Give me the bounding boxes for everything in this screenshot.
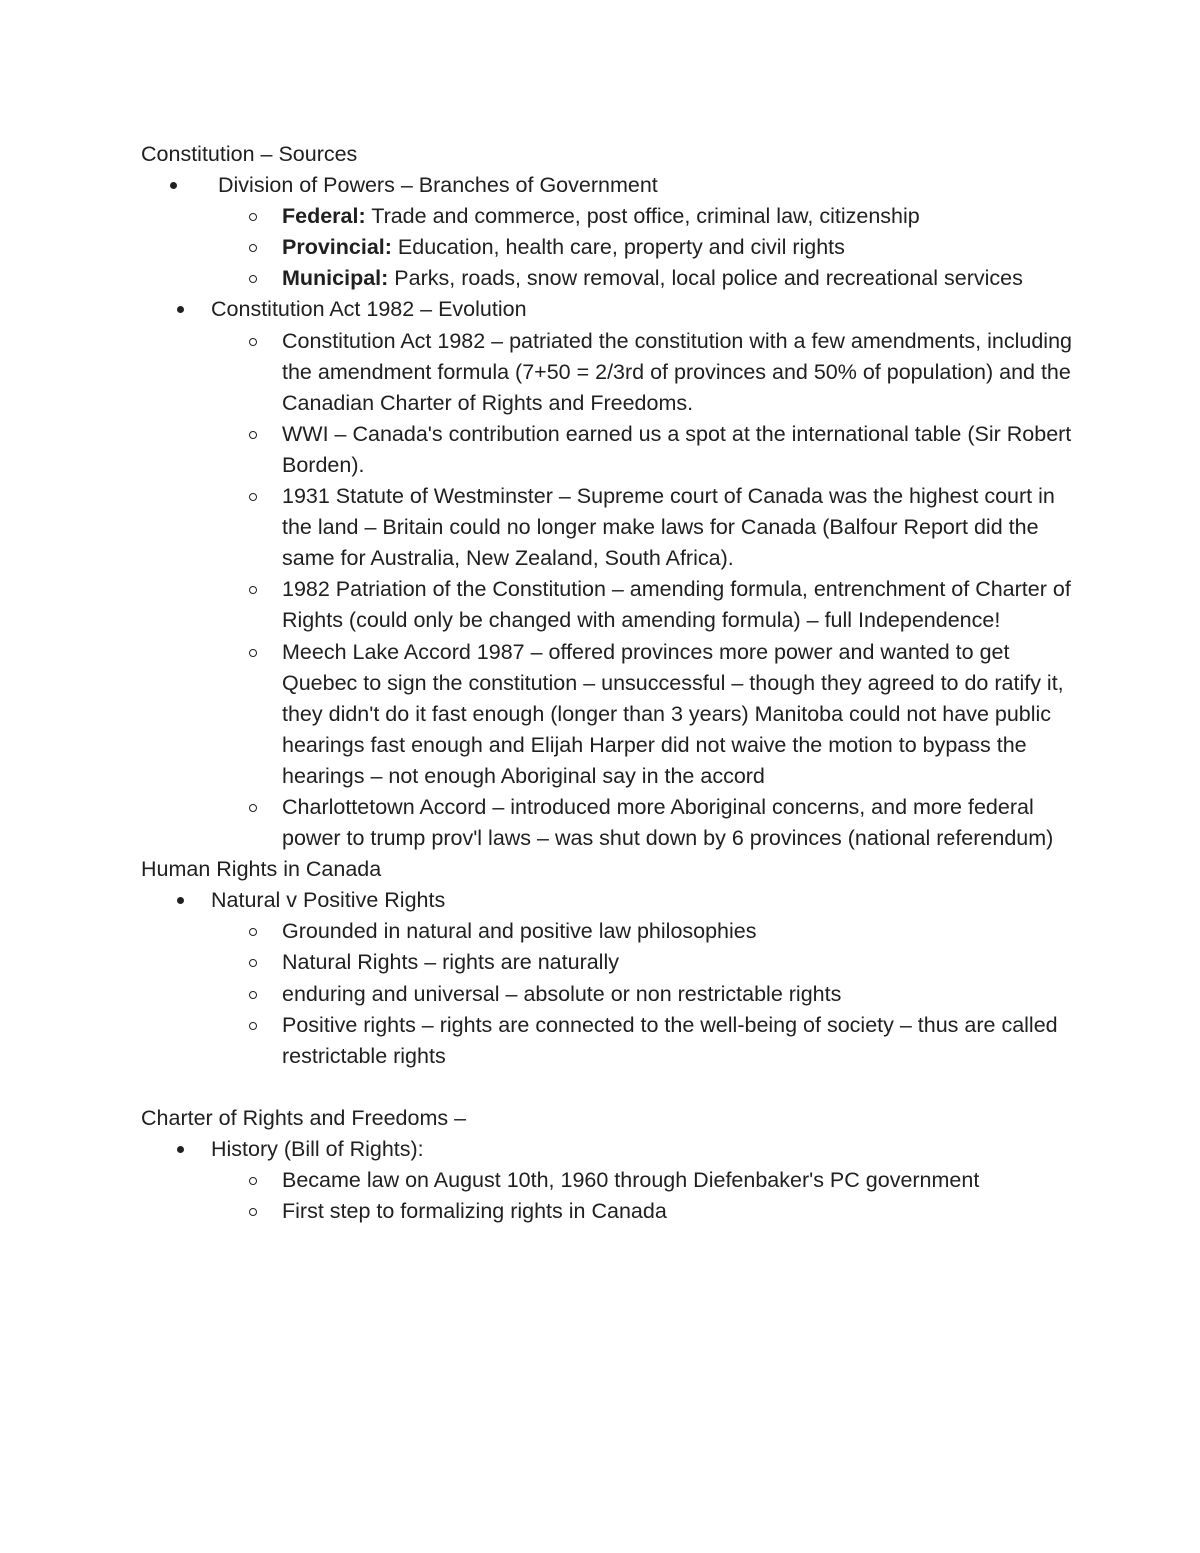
term-description: Parks, roads, snow removal, local police and recreational services	[394, 266, 1023, 291]
sub-bullet-patriation	[282, 574, 1072, 636]
sub-bullet-wwi	[282, 419, 1072, 481]
list-item-text: Natural Rights – rights are naturally	[282, 950, 619, 975]
list-item-text: 1931 Statute of Westminster – Supreme court of Canada was the highest court in the land – Britain could no longer make laws for Canada (Balfour Report did the same for Australia, New Zealand, South Africa).	[282, 484, 1055, 571]
bullet-constitution-act-1982	[211, 294, 1061, 325]
term-description: Education, health care, property and civil rights	[397, 235, 845, 260]
term-provincial: Provincial:	[282, 235, 392, 260]
bullet-label: History (Bill of Rights):	[211, 1137, 424, 1161]
bullet-disc-icon	[177, 1146, 184, 1153]
document-page	[0, 139, 1200, 1227]
bullet-disc-icon	[177, 897, 184, 904]
bullet-circle-icon	[249, 928, 257, 936]
sub-bullet-natural-rights	[282, 947, 1072, 978]
term-federal: Federal:	[282, 204, 366, 229]
list-item-text: Positive rights – rights are connected to the well-being of society – thus are called restrictable rights	[282, 1012, 1058, 1068]
bullet-circle-icon	[249, 804, 257, 812]
sub-bullet-municipal	[282, 263, 1072, 294]
sub-bullet-provincial	[282, 232, 1072, 263]
bullet-circle-icon	[249, 1208, 257, 1216]
bullet-circle-icon	[249, 649, 257, 657]
bullet-circle-icon	[249, 244, 257, 252]
bullet-circle-icon	[249, 275, 257, 283]
bullet-label: Constitution Act 1982 – Evolution	[211, 297, 527, 322]
sub-bullet-grounded	[282, 916, 1072, 947]
bullet-disc-icon	[170, 182, 177, 189]
sub-bullet-federal	[282, 201, 1072, 232]
sub-bullet-constitution-act	[282, 326, 1072, 419]
list-item-text: enduring and universal – absolute or non restrictable rights	[282, 981, 842, 1006]
bullet-natural-v-positive	[211, 885, 1061, 916]
list-item-text: WWI – Canada's contribution earned us a spot at the international table (Sir Robert Borden).	[282, 421, 1072, 477]
bullet-circle-icon	[249, 493, 257, 501]
sub-bullet-enduring	[282, 979, 1072, 1010]
bullet-circle-icon	[249, 1177, 257, 1185]
section-heading-constitution-sources: Constitution – Sources	[141, 142, 358, 166]
list-item-text: First step to formalizing rights in Canada	[282, 1199, 667, 1224]
term-description: Trade and commerce, post office, criminal law, citizenship	[371, 204, 920, 229]
bullet-circle-icon	[249, 586, 257, 594]
sub-bullet-first-step	[282, 1196, 1072, 1227]
bullet-circle-icon	[249, 431, 257, 439]
list-item-text: Constitution Act 1982 – patriated the constitution with a few amendments, including the amendment formula (7+50 = 2/3rd of provinces and 50% of population) and the Canadian Charter of Rights and Freedoms.	[282, 328, 1072, 415]
list-item-text: 1982 Patriation of the Constitution – amending formula, entrenchment of Charter of Rights (could only be changed with amending formula) – full Independence!	[282, 577, 1071, 633]
section-heading-human-rights: Human Rights in Canada	[141, 857, 382, 882]
bullet-disc-icon	[177, 306, 184, 313]
bullet-label: Division of Powers – Branches of Government	[218, 173, 658, 198]
sub-bullet-became-law	[282, 1165, 1072, 1196]
sub-bullet-charlottetown	[282, 792, 1072, 854]
sub-bullet-meech-lake	[282, 637, 1072, 792]
section-heading-charter: Charter of Rights and Freedoms –	[141, 1105, 467, 1130]
bullet-label: Natural v Positive Rights	[211, 888, 446, 913]
bullet-division-of-powers	[211, 170, 1068, 201]
blank-line	[0, 1072, 1200, 1103]
bullet-history	[211, 1134, 1061, 1165]
list-item-text: Charlottetown Accord – introduced more Aboriginal concerns, and more federal power to trump prov'l laws – was shut down by 6 provinces (national referendum)	[282, 794, 1054, 851]
sub-bullet-statute-of-westminster	[282, 481, 1072, 574]
list-item-text: Became law on August 10th, 1960 through Diefenbaker's PC government	[282, 1168, 980, 1193]
list-item-text: Grounded in natural and positive law philosophies	[282, 919, 757, 944]
term-municipal: Municipal:	[282, 266, 389, 291]
list-item-text: Meech Lake Accord 1987 – offered provinces more power and wanted to get Quebec to sign the constitution – unsuccessful – though they agreed to do ratify it, they didn't do it fast enough (longer than 3 years) Manitoba could not have public hearings fast enough and Elijah Harper did not waive the motion to bypass the hearings – not enough Aboriginal say in the accord	[282, 639, 1064, 788]
bullet-circle-icon	[249, 338, 257, 346]
bullet-circle-icon	[249, 959, 257, 967]
bullet-circle-icon	[249, 1022, 257, 1030]
sub-bullet-positive-rights	[282, 1010, 1072, 1072]
bullet-circle-icon	[249, 991, 257, 999]
bullet-circle-icon	[249, 213, 257, 221]
